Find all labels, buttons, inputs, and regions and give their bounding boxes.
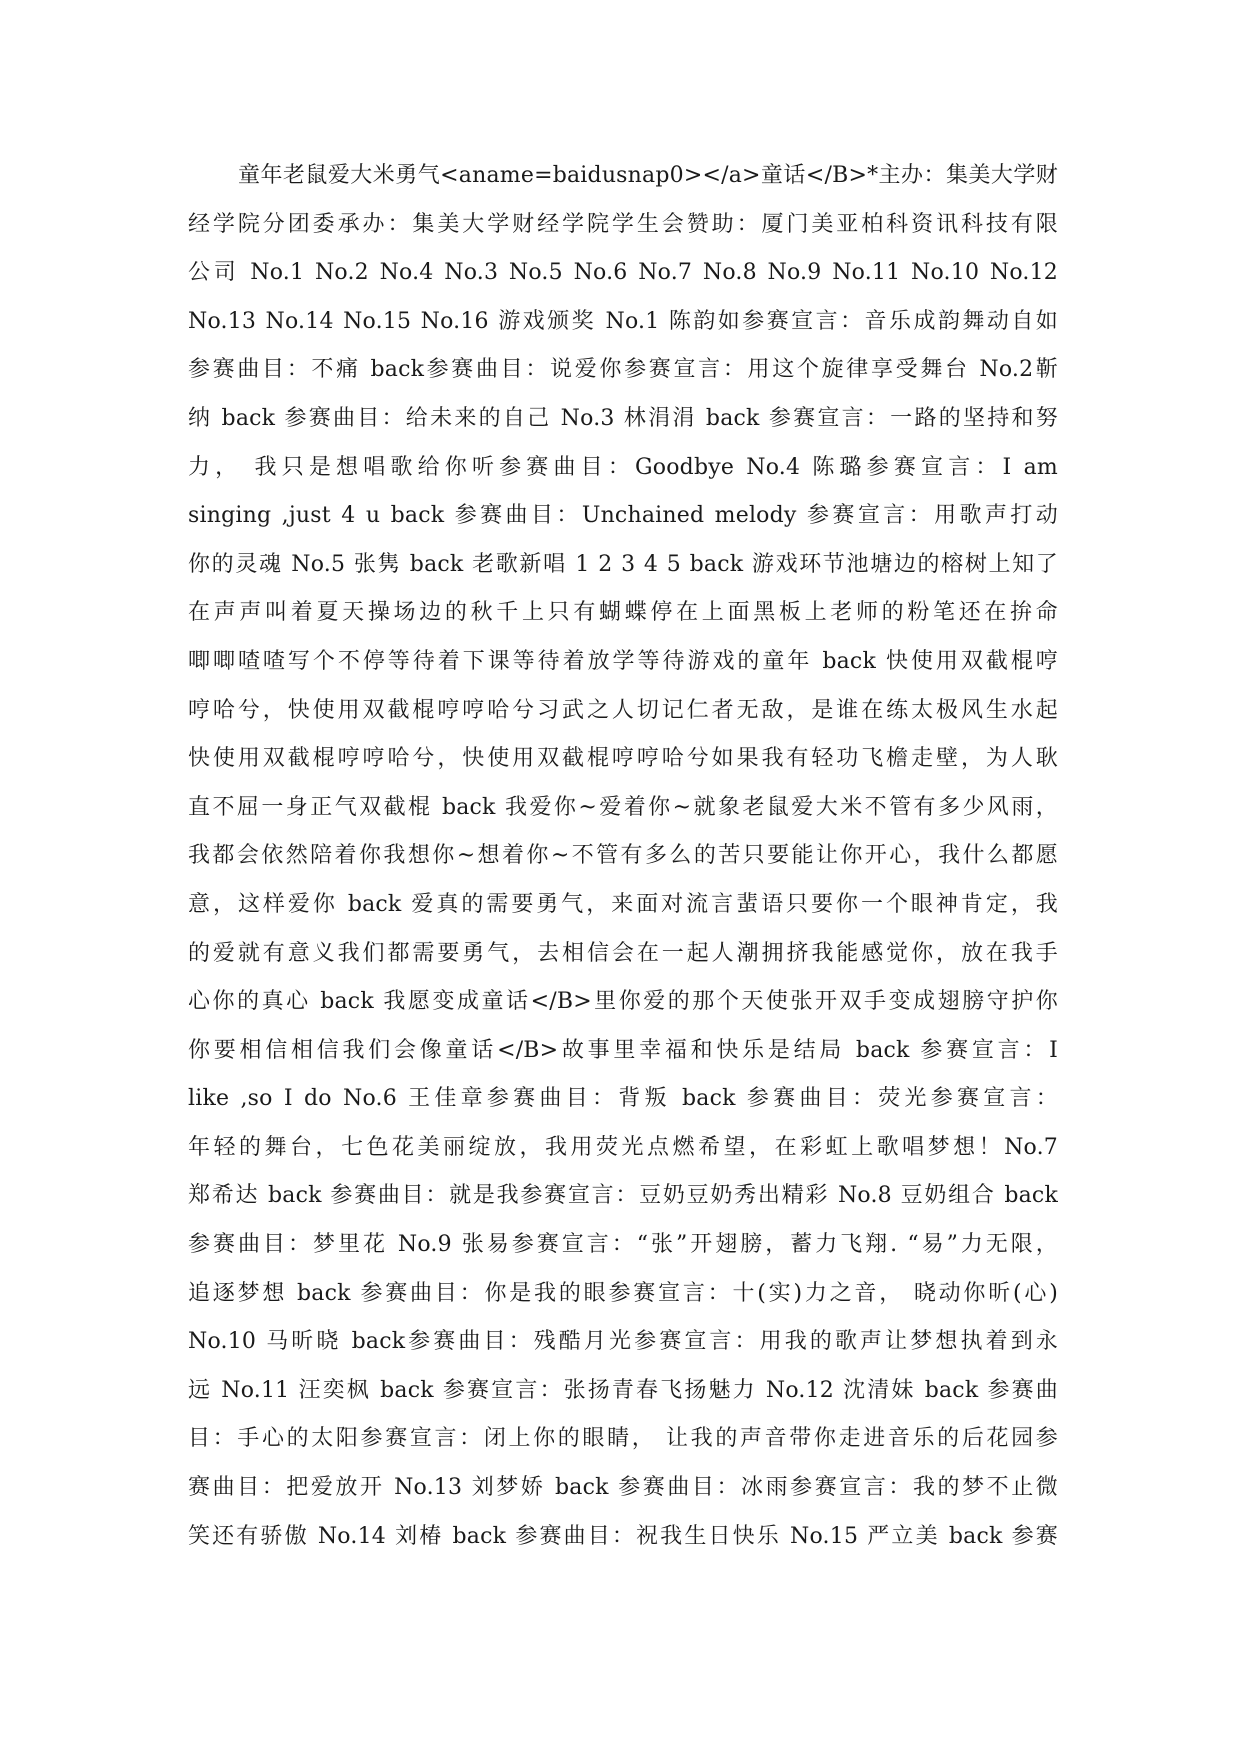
text-line: 力， 我只是想唱歌给你听参赛曲目：Goodbye No.4 陈璐参赛宣言：I am <box>188 454 1058 480</box>
text-line: 远 No.11 汪奕枫 back 参赛宣言：张扬青春飞扬魅力 No.12 沈清妹 back 参赛曲 <box>188 1377 1058 1403</box>
text-line: 目：手心的太阳参赛宣言：闭上你的眼睛， 让我的声音带你走进音乐的后花园参 <box>188 1426 1058 1452</box>
text-line: 我都会依然陪着你我想你~想着你~不管有多么的苦只要能让你开心，我什么都愿 <box>188 843 1058 869</box>
text-line: 的爱就有意义我们都需要勇气，去相信会在一起人潮拥挤我能感觉你，放在我手 <box>188 940 1058 966</box>
text-line: 公司 No.1 No.2 No.4 No.3 No.5 No.6 No.7 No.8 No.9 No.11 No.10 No.12 <box>188 260 1058 286</box>
body-text <box>188 152 1058 1561</box>
text-line: 追逐梦想 back 参赛曲目：你是我的眼参赛宣言：十(实)力之音， 晓动你昕(心) <box>188 1280 1058 1306</box>
text-line: No.13 No.14 No.15 No.16 游戏颁奖 No.1 陈韵如参赛宣言：音乐成韵舞动自如 <box>188 308 1058 334</box>
text-line: 参赛曲目：梦里花 No.9 张易参赛宣言：“张”开翅膀，蓄力飞翔. “易”力无限， <box>188 1232 1058 1258</box>
text-line: 在声声叫着夏天操场边的秋千上只有蝴蝶停在上面黑板上老师的粉笔还在拚命 <box>188 600 1058 626</box>
text-line: 哼哈兮，快使用双截棍哼哼哈兮习武之人切记仁者无敌，是谁在练太极风生水起 <box>188 697 1058 723</box>
text-line: 你要相信相信我们会像童话</B>故事里幸福和快乐是结局 back 参赛宣言：I <box>188 1037 1058 1063</box>
text-line: like ,so I do No.6 王佳章参赛曲目：背叛 back 参赛曲目：荧光参赛宣言： <box>188 1086 1058 1112</box>
text-line: 经学院分团委承办：集美大学财经学院学生会赞助：厦门美亚柏科资讯科技有限 <box>188 211 1058 237</box>
text-line: singing ,just 4 u back 参赛曲目：Unchained melody 参赛宣言：用歌声打动 <box>188 503 1058 529</box>
text-line: 笑还有骄傲 No.14 刘椿 back 参赛曲目：祝我生日快乐 No.15 严立美 back 参赛 <box>188 1523 1058 1549</box>
text-line: 直不屈一身正气双截棍 back 我爱你~爱着你~就象老鼠爱大米不管有多少风雨， <box>188 794 1058 820</box>
text-line: 年轻的舞台，七色花美丽绽放，我用荧光点燃希望，在彩虹上歌唱梦想！No.7 <box>188 1134 1058 1160</box>
text-line: 你的灵魂 No.5 张隽 back 老歌新唱 1 2 3 4 5 back 游戏环节池塘边的榕树上知了 <box>188 551 1058 577</box>
text-line: 赛曲目：把爱放开 No.13 刘梦娇 back 参赛曲目：冰雨参赛宣言：我的梦不止微 <box>188 1475 1058 1501</box>
text-line: 纳 back 参赛曲目：给未来的自己 No.3 林涓涓 back 参赛宣言：一路的坚持和努 <box>188 405 1058 431</box>
text-line: 唧唧喳喳写个不停等待着下课等待着放学等待游戏的童年 back 快使用双截棍哼 <box>188 648 1058 674</box>
text-line: 郑希达 back 参赛曲目：就是我参赛宣言：豆奶豆奶秀出精彩 No.8 豆奶组合 back <box>188 1183 1058 1209</box>
text-line: No.10 马昕晓 back参赛曲目：残酷月光参赛宣言：用我的歌声让梦想执着到永 <box>188 1329 1058 1355</box>
text-line: 快使用双截棍哼哼哈兮，快使用双截棍哼哼哈兮如果我有轻功飞檐走壁，为人耿 <box>188 746 1058 772</box>
text-line: 参赛曲目：不痛 back参赛曲目：说爱你参赛宣言：用这个旋律享受舞台 No.2靳 <box>188 357 1058 383</box>
text-line: 意，这样爱你 back 爱真的需要勇气，来面对流言蜚语只要你一个眼神肯定，我 <box>188 891 1058 917</box>
text-line: 心你的真心 back 我愿变成童话</B>里你爱的那个天使张开双手变成翅膀守护你 <box>188 989 1058 1015</box>
text-line: 童年老鼠爱大米勇气<aname=baidusnap0></a>童话</B>*主办：集美大学财 <box>238 163 1058 188</box>
